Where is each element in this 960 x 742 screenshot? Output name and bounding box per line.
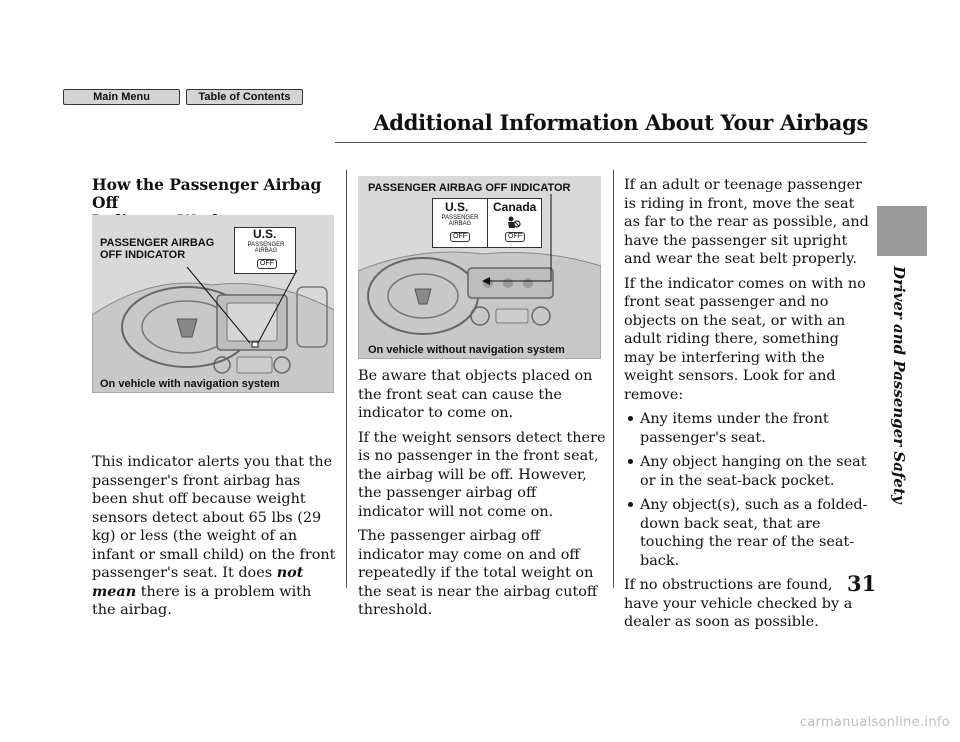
list-item: [624, 410, 869, 447]
objects-warning: Be aware that objects placed on the front seat can cause the indicator to come on.: [358, 368, 593, 421]
figure-dashboard-without-navigation: [358, 176, 601, 359]
passenger-text: PASSENGER: [247, 242, 285, 248]
list-item-text: Any items under the front passenger's seat.: [640, 411, 829, 446]
threshold-note: The passenger airbag off indicator may come on and off repeatedly if the total weight on the seat is near the airbag cutoff threshold.: [358, 528, 598, 618]
section-side-label: Driver and Passenger Safety: [890, 266, 908, 504]
list-item: [624, 453, 869, 490]
column-divider-2: [613, 170, 614, 588]
figure-2-caption: On vehicle without navigation system: [368, 344, 565, 356]
figure-1-caption: On vehicle with navigation system: [100, 378, 280, 390]
list-item-text: Any object(s), such as a folded-down back seat, that are touching the rear of the seat-back.: [640, 497, 868, 569]
interference-note: If the indicator comes on with no front seat passenger and no objects on the seat, or with an adult riding there, something may be interfering with the weight sensors. Look for and remove:: [624, 275, 866, 403]
emphasis-not-mean: not mean: [92, 564, 304, 600]
airbag-occupant-icon: [505, 216, 521, 232]
bullet-icon: [628, 459, 633, 464]
no-passenger-note: If the weight sensors detect there is no passenger in the front seat, the airbag will be off. However, the passenger airbag off indicator will not come on.: [358, 429, 606, 520]
dealer-check-advice: If no obstructions are found, have your vehicle checked by a dealer as soon as possible.: [624, 577, 853, 630]
airbag-text: AIRBAG: [254, 248, 278, 254]
figure-dashboard-with-navigation: [92, 215, 334, 393]
passenger-airbag-text: [436, 215, 484, 227]
column-divider-1: [346, 170, 347, 588]
off-badge-canada: OFF: [505, 232, 525, 242]
remove-items-list: [624, 410, 869, 570]
table-of-contents-button[interactable]: Table of Contents: [186, 89, 303, 105]
adult-passenger-advice: If an adult or teenage passenger is riding in front, move the seat as far to the rear as possible, and have the passenger sit upright and wear the seat belt properly.: [624, 177, 869, 267]
section-tab-marker: [877, 206, 927, 256]
region-label-us: U.S.: [445, 200, 469, 214]
indicator-callout-us: [234, 227, 296, 274]
off-badge-us: OFF: [450, 232, 470, 242]
indicator-callout-us-canada: [432, 198, 542, 248]
indicator-description: [92, 453, 337, 620]
figure-2-label: PASSENGER AIRBAG OFF INDICATOR: [368, 182, 571, 194]
passenger-airbag-text: [239, 242, 293, 254]
column-2: [358, 367, 606, 626]
callout-divider: [487, 199, 488, 247]
site-watermark: carmanualsonline.info: [799, 715, 950, 730]
figure-1-label: [100, 237, 214, 261]
main-menu-button[interactable]: Main Menu: [63, 89, 180, 105]
airbag-text: AIRBAG: [448, 221, 472, 227]
region-label-canada: Canada: [493, 200, 537, 214]
indicator-description-part-1: This indicator alerts you that the passenger's front airbag has been shut off because weight sensors detect about 65 lbs (29 kg) or less (the weight of an infant or small child) on the front passenger's seat. It does: [92, 454, 336, 581]
region-label-us: U.S.: [253, 227, 277, 241]
list-item: [624, 496, 869, 570]
page-number: 31: [847, 571, 877, 596]
indicator-description-part-2: there is a problem with the airbag.: [92, 583, 312, 618]
bullet-icon: [628, 416, 633, 421]
list-item-text: Any object hanging on the seat or in the seat-back pocket.: [640, 454, 867, 489]
section-heading-line-1: How the Passenger Airbag Off: [92, 175, 322, 212]
figure-1-label-line-1: PASSENGER AIRBAG: [100, 237, 215, 249]
off-badge: OFF: [257, 259, 277, 269]
column-3: [624, 176, 869, 638]
bullet-icon: [628, 502, 633, 507]
page-title: Additional Information About Your Airbags: [373, 110, 868, 135]
figure-1-label-line-2: OFF INDICATOR: [100, 249, 186, 261]
passenger-text: PASSENGER: [441, 215, 479, 221]
header-divider: [335, 142, 867, 143]
